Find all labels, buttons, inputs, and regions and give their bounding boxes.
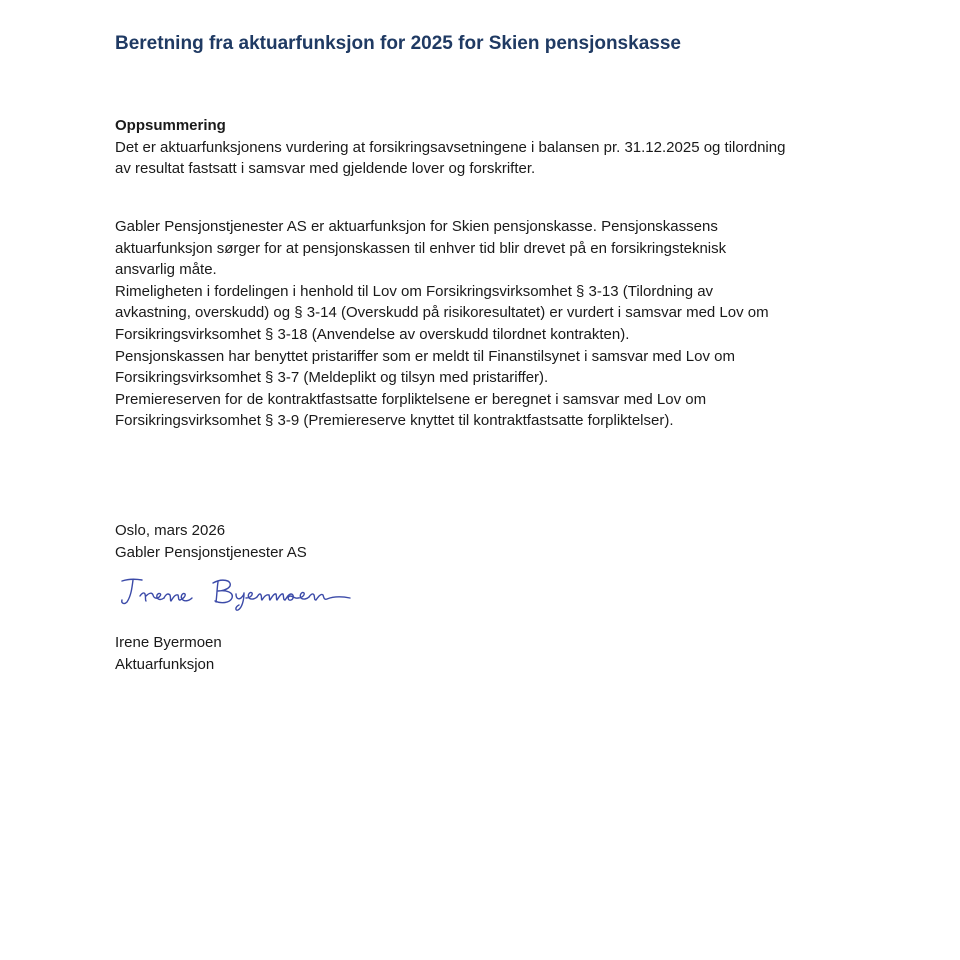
summary-line: Det er aktuarfunksjonens vurdering at forsikringsavsetningene i balansen pr. 31.12.2025 og tilordning [115, 138, 786, 156]
body-line: aktuarfunksjon sørger for at pensjonskassen til enhver tid blir drevet på en forsikringsteknisk [115, 239, 727, 257]
signer-block [115, 632, 875, 675]
body-line: avkastning, overskudd) og § 3-14 (Overskudd på risikoresultatet) er vurdert i samsvar med Lov om [115, 304, 769, 322]
summary-heading: Oppsummering [115, 117, 226, 134]
body-line: Gabler Pensjonstjenester AS er aktuarfunksjon for Skien pensjonskasse. Pensjonskassens [115, 218, 718, 235]
signer-role: Aktuarfunksjon [115, 655, 215, 673]
body-paragraphs [115, 216, 875, 432]
summary-line: av resultat fastsatt i samsvar med gjeldende lover og forskrifter. [115, 160, 536, 178]
document-title: Beretning fra aktuarfunksjon for 2025 for Skien pensjonskasse [115, 33, 681, 54]
body-line: ansvarlig måte. [115, 261, 217, 279]
place-date: Oslo, mars 2026 [115, 522, 226, 539]
body-line: Pensjonskassen har benyttet pristariffer som er meldt til Finanstilsynet i samsvar med Lov om [115, 347, 735, 365]
body-line: Forsikringsvirksomhet § 3-7 (Meldeplikt og tilsyn med pristariffer). [115, 369, 549, 387]
summary-section [115, 115, 875, 180]
signer-name: Irene Byermoen [115, 634, 222, 651]
body-line: Forsikringsvirksomhet § 3-9 (Premiereserve knyttet til kontraktfastsatte forpliktelser). [115, 412, 674, 430]
body-line: Rimeligheten i fordelingen i henhold til Lov om Forsikringsvirksomhet § 3-13 (Tilordning av [115, 282, 714, 300]
body-line: Premiereserven for de kontraktfastsatte forpliktelsene er beregnet i samsvar med Lov om [115, 390, 707, 408]
body-line: Forsikringsvirksomhet § 3-18 (Anvendelse av overskudd tilordnet kontrakten). [115, 325, 630, 343]
closing-block [115, 520, 875, 563]
company-name: Gabler Pensjonstjenester AS [115, 543, 307, 561]
handwritten-signature [118, 572, 358, 612]
